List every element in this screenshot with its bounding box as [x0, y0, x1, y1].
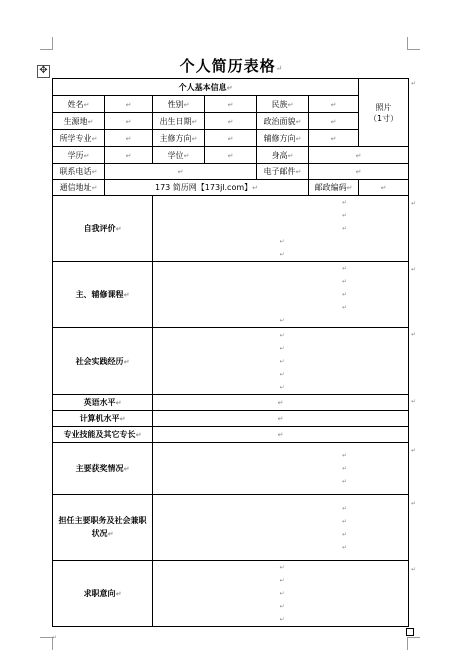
- label-birthdate: 出生日期↵: [153, 113, 205, 130]
- label-height: 身高↵: [257, 147, 309, 164]
- table-resize-handle[interactable]: [406, 628, 414, 636]
- table-row: [53, 147, 409, 164]
- table-row: [53, 411, 409, 427]
- table-row: [53, 395, 409, 411]
- table-row: [53, 130, 409, 147]
- label-email: 电子邮件↵: [257, 164, 309, 180]
- label-origin: 生源地↵: [53, 113, 105, 130]
- value-self-eval[interactable]: ↵ ↵ ↵ ↵ ↵: [153, 196, 409, 262]
- row-end-mark: ↵: [411, 80, 417, 87]
- value-degree[interactable]: ↵: [205, 147, 257, 164]
- label-self-eval: 自我评价↵: [53, 196, 153, 262]
- row-end-mark: ↵: [411, 566, 417, 573]
- label-courses: 主、辅修课程↵: [53, 262, 153, 328]
- paragraph-mark: ↵: [275, 64, 284, 73]
- label-gender: 性别↵: [153, 96, 205, 113]
- label-degree: 学位↵: [153, 147, 205, 164]
- label-awards: 主要获奖情况↵: [53, 443, 153, 495]
- photo-size-label: （1寸）: [368, 113, 399, 123]
- table-row: [53, 180, 409, 196]
- table-row: [53, 196, 409, 262]
- label-major: 所学专业↵: [53, 130, 105, 147]
- crop-mark-top-left: [40, 37, 53, 50]
- label-address: 通信地址↵: [53, 180, 105, 196]
- table-row: [53, 495, 409, 561]
- page-title: [0, 55, 463, 76]
- value-courses[interactable]: ↵ ↵ ↵ ↵ ↵: [153, 262, 409, 328]
- crop-mark-top-right: [407, 37, 420, 50]
- value-gender[interactable]: ↵: [205, 96, 257, 113]
- value-height[interactable]: ↵: [309, 147, 409, 164]
- row-end-mark: ↵: [411, 266, 417, 273]
- label-name: 姓名↵: [53, 96, 105, 113]
- value-major[interactable]: ↵: [105, 130, 153, 147]
- table-row: [53, 328, 409, 395]
- row-end-mark: ↵: [411, 447, 417, 454]
- label-practice: 社会实践经历↵: [53, 328, 153, 395]
- table-row: [53, 79, 409, 96]
- resume-table: [52, 78, 409, 627]
- value-awards[interactable]: ↵ ↵ ↵: [153, 443, 409, 495]
- label-english: 英语水平↵: [53, 395, 153, 411]
- label-skills: 专业技能及其它专长↵: [53, 427, 153, 443]
- value-practice[interactable]: ↵ ↵ ↵ ↵ ↵: [153, 328, 409, 395]
- label-job-intent: 求职意向↵: [53, 561, 153, 627]
- photo-cell[interactable]: [359, 79, 409, 147]
- value-job-intent[interactable]: ↵ ↵ ↵ ↵ ↵: [153, 561, 409, 627]
- table-move-handle-icon[interactable]: ✥: [37, 65, 50, 78]
- value-origin[interactable]: ↵: [105, 113, 153, 130]
- row-end-mark: ↵: [411, 331, 417, 338]
- title-text: 个人简历表格: [179, 57, 276, 75]
- value-major-direction[interactable]: ↵: [205, 130, 257, 147]
- table-row: [53, 113, 409, 130]
- section-basic-info: 个人基本信息↵: [53, 79, 359, 96]
- value-ethnicity[interactable]: ↵: [309, 96, 359, 113]
- label-education: 学历↵: [53, 147, 105, 164]
- value-computer[interactable]: ↵: [153, 411, 409, 427]
- value-phone[interactable]: ↵: [105, 164, 257, 180]
- value-duties[interactable]: ↵ ↵ ↵ ↵: [153, 495, 409, 561]
- crop-mark-bottom-right: [407, 637, 420, 650]
- table-row: [53, 164, 409, 180]
- value-english[interactable]: ↵: [153, 395, 409, 411]
- label-postcode: 邮政编码↵: [309, 180, 359, 196]
- label-ethnicity: 民族↵: [257, 96, 309, 113]
- value-political[interactable]: ↵: [309, 113, 359, 130]
- table-row: [53, 443, 409, 495]
- label-major-direction: 主修方向↵: [153, 130, 205, 147]
- label-minor-direction: 辅修方向↵: [257, 130, 309, 147]
- label-political: 政治面貌↵: [257, 113, 309, 130]
- photo-label: 照片: [375, 102, 392, 112]
- row-end-mark: ↵: [411, 398, 417, 405]
- table-row: [53, 561, 409, 627]
- table-row: [53, 262, 409, 328]
- table-row: [53, 96, 409, 113]
- value-email[interactable]: ↵: [309, 164, 409, 180]
- row-end-mark: ↵: [411, 500, 417, 507]
- label-phone: 联系电话↵: [53, 164, 105, 180]
- value-postcode[interactable]: ↵: [359, 180, 409, 196]
- label-computer: 计算机水平↵: [53, 411, 153, 427]
- trailing-paragraph-mark: ↵: [52, 634, 58, 641]
- value-birthdate[interactable]: ↵: [205, 113, 257, 130]
- value-name[interactable]: ↵: [105, 96, 153, 113]
- value-skills[interactable]: ↵: [153, 427, 409, 443]
- value-address[interactable]: 173 简历网【173jl.com】↵: [105, 180, 309, 196]
- label-duties: 担任主要职务及社会兼职状况↵: [53, 495, 153, 561]
- value-education[interactable]: ↵: [105, 147, 153, 164]
- row-end-mark: ↵: [411, 200, 417, 207]
- table-row: [53, 427, 409, 443]
- value-minor-direction[interactable]: ↵: [309, 130, 359, 147]
